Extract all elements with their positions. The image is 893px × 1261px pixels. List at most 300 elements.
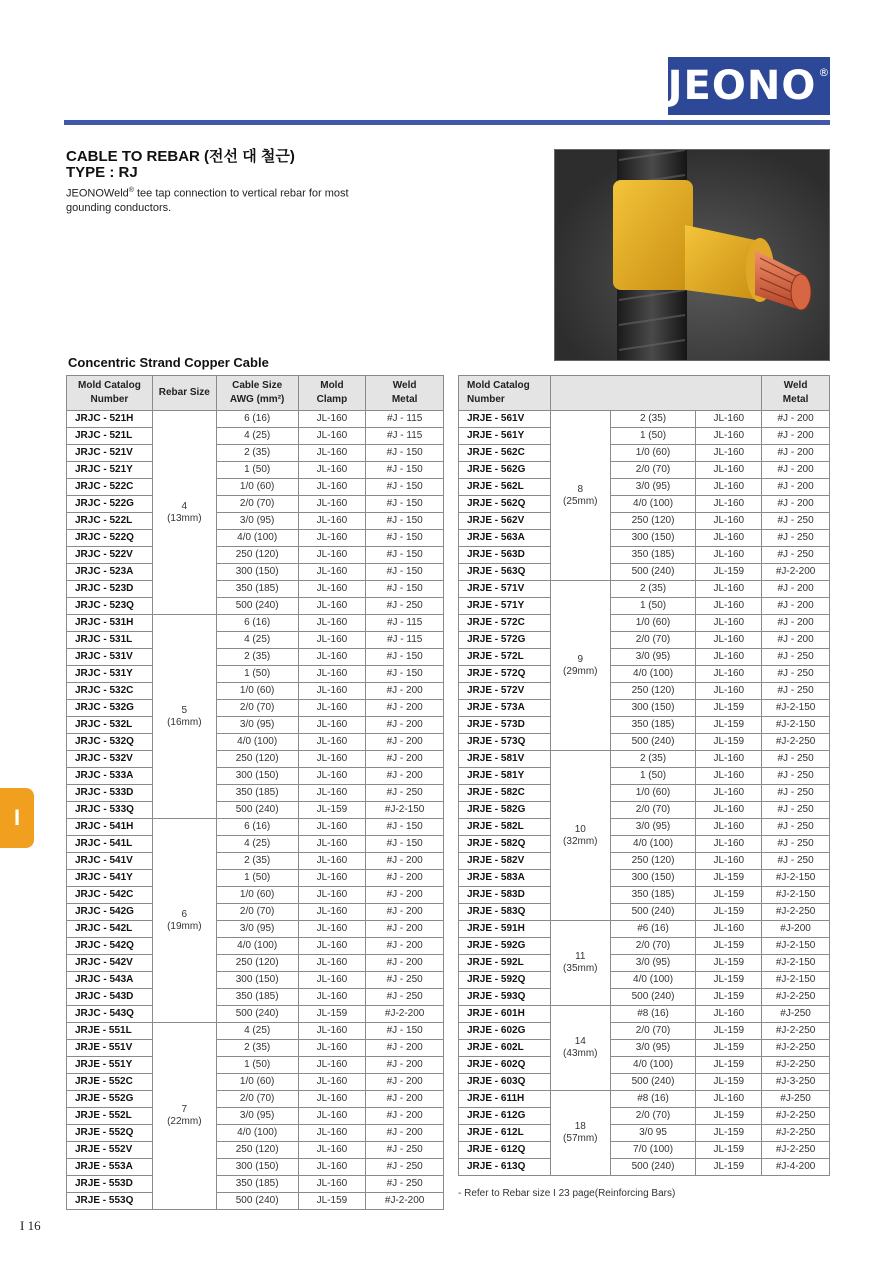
table-row bbox=[67, 802, 444, 819]
mold-clamp: JL-159 bbox=[696, 1108, 762, 1125]
mold-clamp: JL-159 bbox=[696, 734, 762, 751]
header-rule bbox=[64, 120, 830, 125]
mold-clamp: JL-159 bbox=[696, 717, 762, 734]
mold-clamp: JL-160 bbox=[298, 921, 366, 938]
cable-size: 2 (35) bbox=[610, 411, 696, 428]
table-row bbox=[459, 717, 830, 734]
mold-clamp: JL-160 bbox=[696, 462, 762, 479]
weld-metal: #J - 200 bbox=[366, 734, 444, 751]
rebar-size-cell bbox=[550, 1006, 610, 1091]
cable-size: 6 (16) bbox=[216, 411, 298, 428]
catalog-number: JRJC - 531V bbox=[67, 649, 153, 666]
table-row bbox=[67, 547, 444, 564]
catalog-number: JRJE - 551Y bbox=[67, 1057, 153, 1074]
table-row bbox=[67, 1142, 444, 1159]
weld-metal: #J - 250 bbox=[762, 768, 830, 785]
weld-metal: #J - 150 bbox=[366, 836, 444, 853]
cable-size: 2/0 (70) bbox=[610, 938, 696, 955]
cable-size: 1 (50) bbox=[610, 768, 696, 785]
mold-clamp: JL-159 bbox=[696, 904, 762, 921]
table-row bbox=[459, 887, 830, 904]
product-description bbox=[66, 184, 396, 215]
catalog-number: JRJE - 582L bbox=[459, 819, 551, 836]
weld-metal: #J - 200 bbox=[366, 1108, 444, 1125]
page-number: I 16 bbox=[20, 1218, 41, 1233]
rebar-size: 4 bbox=[181, 500, 188, 512]
catalog-number: JRJC - 532Q bbox=[67, 734, 153, 751]
cable-size: 350 (185) bbox=[216, 989, 298, 1006]
rebar-size-cell bbox=[550, 411, 610, 581]
weld-metal: #J - 200 bbox=[762, 445, 830, 462]
table-row bbox=[459, 870, 830, 887]
catalog-number: JRJE - 581Y bbox=[459, 768, 551, 785]
mold-clamp: JL-160 bbox=[298, 530, 366, 547]
cable-size: 3/0 (95) bbox=[610, 649, 696, 666]
cable-size: #6 (16) bbox=[610, 921, 696, 938]
weld-metal: #J - 200 bbox=[762, 598, 830, 615]
cable-size: 250 (120) bbox=[216, 955, 298, 972]
catalog-number: JRJE - 573A bbox=[459, 700, 551, 717]
table-row bbox=[67, 1193, 444, 1210]
mold-clamp: JL-160 bbox=[696, 513, 762, 530]
cable-size: 2 (35) bbox=[216, 853, 298, 870]
catalog-number: JRJC - 531Y bbox=[67, 666, 153, 683]
table-row bbox=[67, 598, 444, 615]
cable-size: 250 (120) bbox=[610, 513, 696, 530]
table-row bbox=[459, 836, 830, 853]
jeono-logo bbox=[668, 57, 830, 115]
weld-metal: #J - 200 bbox=[762, 496, 830, 513]
cable-size: 3/0 (95) bbox=[216, 513, 298, 530]
weld-metal: #J - 200 bbox=[366, 1074, 444, 1091]
header-weld-metal: Weld Metal bbox=[762, 376, 830, 411]
cable-size: 4 (25) bbox=[216, 1023, 298, 1040]
catalog-number: JRJE - 612L bbox=[459, 1125, 551, 1142]
cable-size: 1 (50) bbox=[216, 1057, 298, 1074]
right-catalog-table bbox=[458, 375, 830, 1176]
mold-clamp: JL-160 bbox=[696, 768, 762, 785]
catalog-number: JRJC - 521H bbox=[67, 411, 153, 428]
catalog-number: JRJC - 542G bbox=[67, 904, 153, 921]
cable-size: 500 (240) bbox=[610, 989, 696, 1006]
cable-size: 500 (240) bbox=[610, 564, 696, 581]
mold-clamp: JL-160 bbox=[298, 938, 366, 955]
cable-size: 4/0 (100) bbox=[216, 1125, 298, 1142]
mold-clamp: JL-159 bbox=[298, 802, 366, 819]
mold-clamp: JL-159 bbox=[696, 1142, 762, 1159]
mold-clamp: JL-159 bbox=[696, 1125, 762, 1142]
mold-clamp: JL-160 bbox=[298, 1057, 366, 1074]
mold-clamp: JL-160 bbox=[298, 1074, 366, 1091]
mold-clamp: JL-160 bbox=[298, 513, 366, 530]
mold-clamp: JL-160 bbox=[298, 768, 366, 785]
weld-metal: #J - 200 bbox=[366, 887, 444, 904]
cable-size: 2 (35) bbox=[216, 445, 298, 462]
catalog-number: JRJC - 521V bbox=[67, 445, 153, 462]
table-row bbox=[67, 836, 444, 853]
table-row bbox=[459, 1074, 830, 1091]
catalog-number: JRJC - 523Q bbox=[67, 598, 153, 615]
weld-metal: #J-2-150 bbox=[762, 887, 830, 904]
cable-size: 350 (185) bbox=[216, 785, 298, 802]
weld-metal: #J - 200 bbox=[366, 904, 444, 921]
weld-metal: #J - 250 bbox=[762, 649, 830, 666]
cable-size: 3/0 (95) bbox=[610, 1040, 696, 1057]
mold-clamp: JL-160 bbox=[696, 632, 762, 649]
mold-clamp: JL-159 bbox=[696, 1023, 762, 1040]
cable-size: 4 (25) bbox=[216, 428, 298, 445]
catalog-number: JRJE - 603Q bbox=[459, 1074, 551, 1091]
mold-clamp: JL-160 bbox=[298, 1040, 366, 1057]
rebar-size-cell bbox=[152, 411, 216, 615]
mold-clamp: JL-159 bbox=[298, 1006, 366, 1023]
mold-clamp: JL-160 bbox=[696, 530, 762, 547]
rebar-size: 9 bbox=[577, 653, 584, 665]
mold-clamp: JL-160 bbox=[298, 683, 366, 700]
cable-size: 300 (150) bbox=[216, 972, 298, 989]
cable-size: 4/0 (100) bbox=[610, 836, 696, 853]
weld-metal: #J-2-250 bbox=[762, 1040, 830, 1057]
weld-metal: #J - 150 bbox=[366, 581, 444, 598]
weld-metal: #J - 150 bbox=[366, 479, 444, 496]
weld-metal: #J - 250 bbox=[762, 819, 830, 836]
table-row bbox=[459, 955, 830, 972]
table-row bbox=[459, 972, 830, 989]
weld-metal: #J-2-150 bbox=[762, 972, 830, 989]
table-subheading: Concentric Strand Copper Cable bbox=[68, 355, 269, 370]
cable-size: 3/0 (95) bbox=[216, 921, 298, 938]
cable-size: 4/0 (100) bbox=[216, 734, 298, 751]
catalog-number: JRJE - 552G bbox=[67, 1091, 153, 1108]
catalog-number: JRJC - 542L bbox=[67, 921, 153, 938]
table-row bbox=[459, 445, 830, 462]
mold-clamp: JL-160 bbox=[696, 819, 762, 836]
catalog-number: JRJE - 612Q bbox=[459, 1142, 551, 1159]
header-weld-metal: Weld Metal bbox=[366, 376, 444, 411]
mold-clamp: JL-160 bbox=[298, 649, 366, 666]
mold-clamp: JL-160 bbox=[298, 717, 366, 734]
catalog-number: JRJC - 531L bbox=[67, 632, 153, 649]
cable-size: 1 (50) bbox=[610, 428, 696, 445]
catalog-number: JRJC - 522C bbox=[67, 479, 153, 496]
weld-metal: #J-2-200 bbox=[366, 1193, 444, 1210]
mold-clamp: JL-160 bbox=[696, 445, 762, 462]
table-row bbox=[67, 904, 444, 921]
catalog-number: JRJE - 592Q bbox=[459, 972, 551, 989]
weld-metal: #J - 250 bbox=[762, 666, 830, 683]
mold-clamp: JL-160 bbox=[696, 921, 762, 938]
table-row bbox=[459, 768, 830, 785]
mold-clamp: JL-160 bbox=[298, 819, 366, 836]
mold-clamp: JL-160 bbox=[298, 955, 366, 972]
mold-clamp: JL-160 bbox=[696, 1006, 762, 1023]
mold-clamp: JL-160 bbox=[696, 428, 762, 445]
right-table-header bbox=[459, 376, 830, 411]
mold-clamp: JL-159 bbox=[696, 887, 762, 904]
catalog-number: JRJC - 543A bbox=[67, 972, 153, 989]
table-row bbox=[67, 683, 444, 700]
catalog-number: JRJE - 572V bbox=[459, 683, 551, 700]
weld-metal: #J - 150 bbox=[366, 819, 444, 836]
table-row bbox=[459, 734, 830, 751]
table-row bbox=[459, 1159, 830, 1176]
cable-size: 300 (150) bbox=[216, 1159, 298, 1176]
table-row bbox=[67, 632, 444, 649]
catalog-number: JRJC - 532V bbox=[67, 751, 153, 768]
table-row bbox=[67, 462, 444, 479]
catalog-number: JRJE - 612G bbox=[459, 1108, 551, 1125]
cable-size: 3/0 95 bbox=[610, 1125, 696, 1142]
cable-size: 500 (240) bbox=[216, 598, 298, 615]
table-row bbox=[67, 989, 444, 1006]
weld-metal: #J-2-250 bbox=[762, 1108, 830, 1125]
catalog-number: JRJE - 583A bbox=[459, 870, 551, 887]
cable-size: 4/0 (100) bbox=[610, 972, 696, 989]
cable-size: 3/0 (95) bbox=[610, 819, 696, 836]
mold-clamp: JL-160 bbox=[696, 751, 762, 768]
table-row bbox=[459, 751, 830, 768]
mold-clamp: JL-159 bbox=[696, 1074, 762, 1091]
cable-size: 3/0 (95) bbox=[610, 955, 696, 972]
catalog-number: JRJE - 552L bbox=[67, 1108, 153, 1125]
rebar-size-cell bbox=[152, 819, 216, 1023]
cable-size: 500 (240) bbox=[610, 1159, 696, 1176]
cable-size: 3/0 (95) bbox=[216, 717, 298, 734]
weld-metal: #J-250 bbox=[762, 1006, 830, 1023]
logo-registered-mark: ® bbox=[818, 65, 831, 79]
weld-metal: #J - 250 bbox=[366, 785, 444, 802]
cable-size: 350 (185) bbox=[216, 1176, 298, 1193]
weld-metal: #J-2-150 bbox=[366, 802, 444, 819]
rebar-size-mm: (32mm) bbox=[563, 835, 598, 847]
cable-size: 300 (150) bbox=[216, 564, 298, 581]
catalog-number: JRJE - 572Q bbox=[459, 666, 551, 683]
brand-name: JEONOWeld bbox=[66, 187, 129, 200]
cable-size: 1/0 (60) bbox=[216, 887, 298, 904]
mold-clamp: JL-160 bbox=[696, 581, 762, 598]
weld-metal: #J - 250 bbox=[762, 547, 830, 564]
cable-size: #8 (16) bbox=[610, 1091, 696, 1108]
mold-clamp: JL-160 bbox=[298, 1176, 366, 1193]
mold-clamp: JL-160 bbox=[696, 1091, 762, 1108]
cable-size: 2/0 (70) bbox=[610, 1023, 696, 1040]
weld-metal: #J-2-250 bbox=[762, 904, 830, 921]
catalog-number: JRJE - 562G bbox=[459, 462, 551, 479]
mold-clamp: JL-160 bbox=[298, 547, 366, 564]
cable-size: 2/0 (70) bbox=[610, 802, 696, 819]
catalog-number: JRJC - 542Q bbox=[67, 938, 153, 955]
weld-metal: #J - 200 bbox=[366, 938, 444, 955]
weld-metal: #J-2-200 bbox=[762, 564, 830, 581]
footnote: - Refer to Rebar size I 23 page(Reinforcing Bars) bbox=[458, 1188, 676, 1199]
cable-size: 2/0 (70) bbox=[610, 632, 696, 649]
catalog-number: JRJE - 561Y bbox=[459, 428, 551, 445]
weld-metal: #J-2-200 bbox=[366, 1006, 444, 1023]
rebar-size: 6 bbox=[181, 908, 188, 920]
catalog-number: JRJC - 542V bbox=[67, 955, 153, 972]
mold-clamp: JL-159 bbox=[696, 1040, 762, 1057]
catalog-number: JRJC - 522L bbox=[67, 513, 153, 530]
catalog-number: JRJC - 541L bbox=[67, 836, 153, 853]
cable-size: 500 (240) bbox=[610, 1074, 696, 1091]
mold-clamp: JL-160 bbox=[696, 836, 762, 853]
mold-clamp: JL-160 bbox=[298, 870, 366, 887]
cable-size: 350 (185) bbox=[610, 887, 696, 904]
table-row bbox=[459, 666, 830, 683]
weld-metal: #J - 200 bbox=[366, 751, 444, 768]
weld-metal: #J - 200 bbox=[366, 1057, 444, 1074]
mold-clamp: JL-160 bbox=[298, 989, 366, 1006]
mold-clamp: JL-160 bbox=[298, 1142, 366, 1159]
catalog-number: JRJC - 541H bbox=[67, 819, 153, 836]
weld-metal: #J - 115 bbox=[366, 615, 444, 632]
table-row bbox=[459, 1142, 830, 1159]
table-row bbox=[67, 955, 444, 972]
table-row bbox=[67, 717, 444, 734]
rebar-size: 18 bbox=[574, 1121, 586, 1132]
table-row bbox=[459, 853, 830, 870]
catalog-number: JRJE - 551L bbox=[67, 1023, 153, 1040]
cable-size: 300 (150) bbox=[610, 530, 696, 547]
mold-clamp: JL-160 bbox=[696, 598, 762, 615]
cable-size: 300 (150) bbox=[216, 768, 298, 785]
table-row bbox=[459, 1006, 830, 1023]
table-row bbox=[459, 479, 830, 496]
cable-size: 2/0 (70) bbox=[610, 462, 696, 479]
catalog-number: JRJC - 523A bbox=[67, 564, 153, 581]
catalog-number: JRJE - 582Q bbox=[459, 836, 551, 853]
catalog-number: JRJC - 522Q bbox=[67, 530, 153, 547]
header-cable-size: Cable Size AWG (mm²) bbox=[216, 376, 298, 411]
table-row bbox=[67, 564, 444, 581]
weld-metal: #J-2-250 bbox=[762, 1023, 830, 1040]
cable-size: 2 (35) bbox=[610, 581, 696, 598]
mold-clamp: JL-160 bbox=[298, 1125, 366, 1142]
mold-clamp: JL-159 bbox=[696, 1159, 762, 1176]
catalog-number: JRJC - 532G bbox=[67, 700, 153, 717]
weld-metal: #J-2-150 bbox=[762, 870, 830, 887]
weld-metal: #J-3-250 bbox=[762, 1074, 830, 1091]
cable-size: 500 (240) bbox=[610, 904, 696, 921]
cable-size: 1/0 (60) bbox=[610, 785, 696, 802]
rebar-size: 7 bbox=[181, 1104, 188, 1115]
weld-metal: #J-200 bbox=[762, 921, 830, 938]
table-row bbox=[67, 615, 444, 632]
table-row bbox=[459, 462, 830, 479]
weld-metal: #J - 250 bbox=[762, 513, 830, 530]
table-row bbox=[67, 1057, 444, 1074]
catalog-number: JRJE - 583Q bbox=[459, 904, 551, 921]
catalog-number: JRJE - 572G bbox=[459, 632, 551, 649]
weld-metal: #J-2-150 bbox=[762, 717, 830, 734]
mold-clamp: JL-160 bbox=[298, 496, 366, 513]
weld-metal: #J - 250 bbox=[762, 802, 830, 819]
weld-metal: #J - 150 bbox=[366, 445, 444, 462]
table-row bbox=[459, 1040, 830, 1057]
rebar-size-cell bbox=[550, 581, 610, 751]
table-row bbox=[67, 1159, 444, 1176]
cable-size: #8 (16) bbox=[610, 1006, 696, 1023]
weld-metal: #J - 200 bbox=[366, 1091, 444, 1108]
catalog-number: JRJE - 563Q bbox=[459, 564, 551, 581]
catalog-number: JRJC - 533Q bbox=[67, 802, 153, 819]
mold-clamp: JL-160 bbox=[298, 428, 366, 445]
cable-size: 4 (25) bbox=[216, 632, 298, 649]
weld-metal: #J-2-250 bbox=[762, 989, 830, 1006]
catalog-number: JRJE - 611H bbox=[459, 1091, 551, 1108]
cable-size: 250 (120) bbox=[216, 751, 298, 768]
left-table-header bbox=[67, 376, 444, 411]
weld-metal: #J-2-150 bbox=[762, 955, 830, 972]
weld-metal: #J-2-250 bbox=[762, 1125, 830, 1142]
weld-metal: #J - 115 bbox=[366, 632, 444, 649]
rebar-size: 11 bbox=[575, 951, 586, 962]
header-mold-catalog: Mold Catalog Number bbox=[459, 376, 551, 411]
cable-size: 500 (240) bbox=[610, 734, 696, 751]
table-row bbox=[459, 411, 830, 428]
catalog-number: JRJE - 613Q bbox=[459, 1159, 551, 1176]
rebar-size: 8 bbox=[577, 483, 584, 495]
catalog-number: JRJC - 532L bbox=[67, 717, 153, 734]
mold-clamp: JL-160 bbox=[696, 547, 762, 564]
cable-size: 300 (150) bbox=[610, 700, 696, 717]
mold-clamp: JL-160 bbox=[298, 479, 366, 496]
mold-clamp: JL-160 bbox=[298, 666, 366, 683]
rebar-size: 10 bbox=[574, 823, 586, 835]
rebar-size-mm: (35mm) bbox=[563, 963, 598, 974]
weld-metal: #J - 250 bbox=[762, 683, 830, 700]
mold-clamp: JL-160 bbox=[696, 853, 762, 870]
table-row bbox=[459, 598, 830, 615]
weld-metal: #J - 250 bbox=[762, 530, 830, 547]
cable-size: 250 (120) bbox=[610, 683, 696, 700]
catalog-number: JRJE - 572L bbox=[459, 649, 551, 666]
header-mold-catalog: Mold Catalog Number bbox=[67, 376, 153, 411]
weld-metal: #J - 250 bbox=[762, 751, 830, 768]
cable-to-rebar-weld-photo bbox=[554, 149, 830, 361]
mold-clamp: JL-160 bbox=[696, 649, 762, 666]
catalog-number: JRJC - 533D bbox=[67, 785, 153, 802]
cable-size: 1 (50) bbox=[216, 870, 298, 887]
catalog-number: JRJC - 532C bbox=[67, 683, 153, 700]
catalog-number: JRJE - 572C bbox=[459, 615, 551, 632]
rebar-size-cell bbox=[152, 615, 216, 819]
weld-metal: #J - 200 bbox=[366, 921, 444, 938]
weld-metal: #J - 150 bbox=[366, 496, 444, 513]
catalog-number: JRJE - 602G bbox=[459, 1023, 551, 1040]
table-row bbox=[67, 428, 444, 445]
mold-clamp: JL-160 bbox=[298, 615, 366, 632]
weld-metal: #J-2-250 bbox=[762, 734, 830, 751]
catalog-number: JRJE - 593Q bbox=[459, 989, 551, 1006]
weld-metal: #J - 150 bbox=[366, 547, 444, 564]
table-row bbox=[67, 1125, 444, 1142]
catalog-number: JRJE - 552C bbox=[67, 1074, 153, 1091]
mold-clamp: JL-160 bbox=[696, 479, 762, 496]
cable-size: 4 (25) bbox=[216, 836, 298, 853]
rebar-size: 14 bbox=[574, 1036, 586, 1047]
catalog-number: JRJE - 582V bbox=[459, 853, 551, 870]
table-row bbox=[459, 1125, 830, 1142]
weld-metal: #J - 200 bbox=[366, 717, 444, 734]
cable-size: 2/0 (70) bbox=[216, 700, 298, 717]
table-row bbox=[459, 615, 830, 632]
weld-metal: #J - 200 bbox=[366, 955, 444, 972]
cable-size: 2/0 (70) bbox=[216, 904, 298, 921]
table-row bbox=[459, 1023, 830, 1040]
table-row bbox=[459, 904, 830, 921]
weld-metal: #J - 250 bbox=[762, 836, 830, 853]
